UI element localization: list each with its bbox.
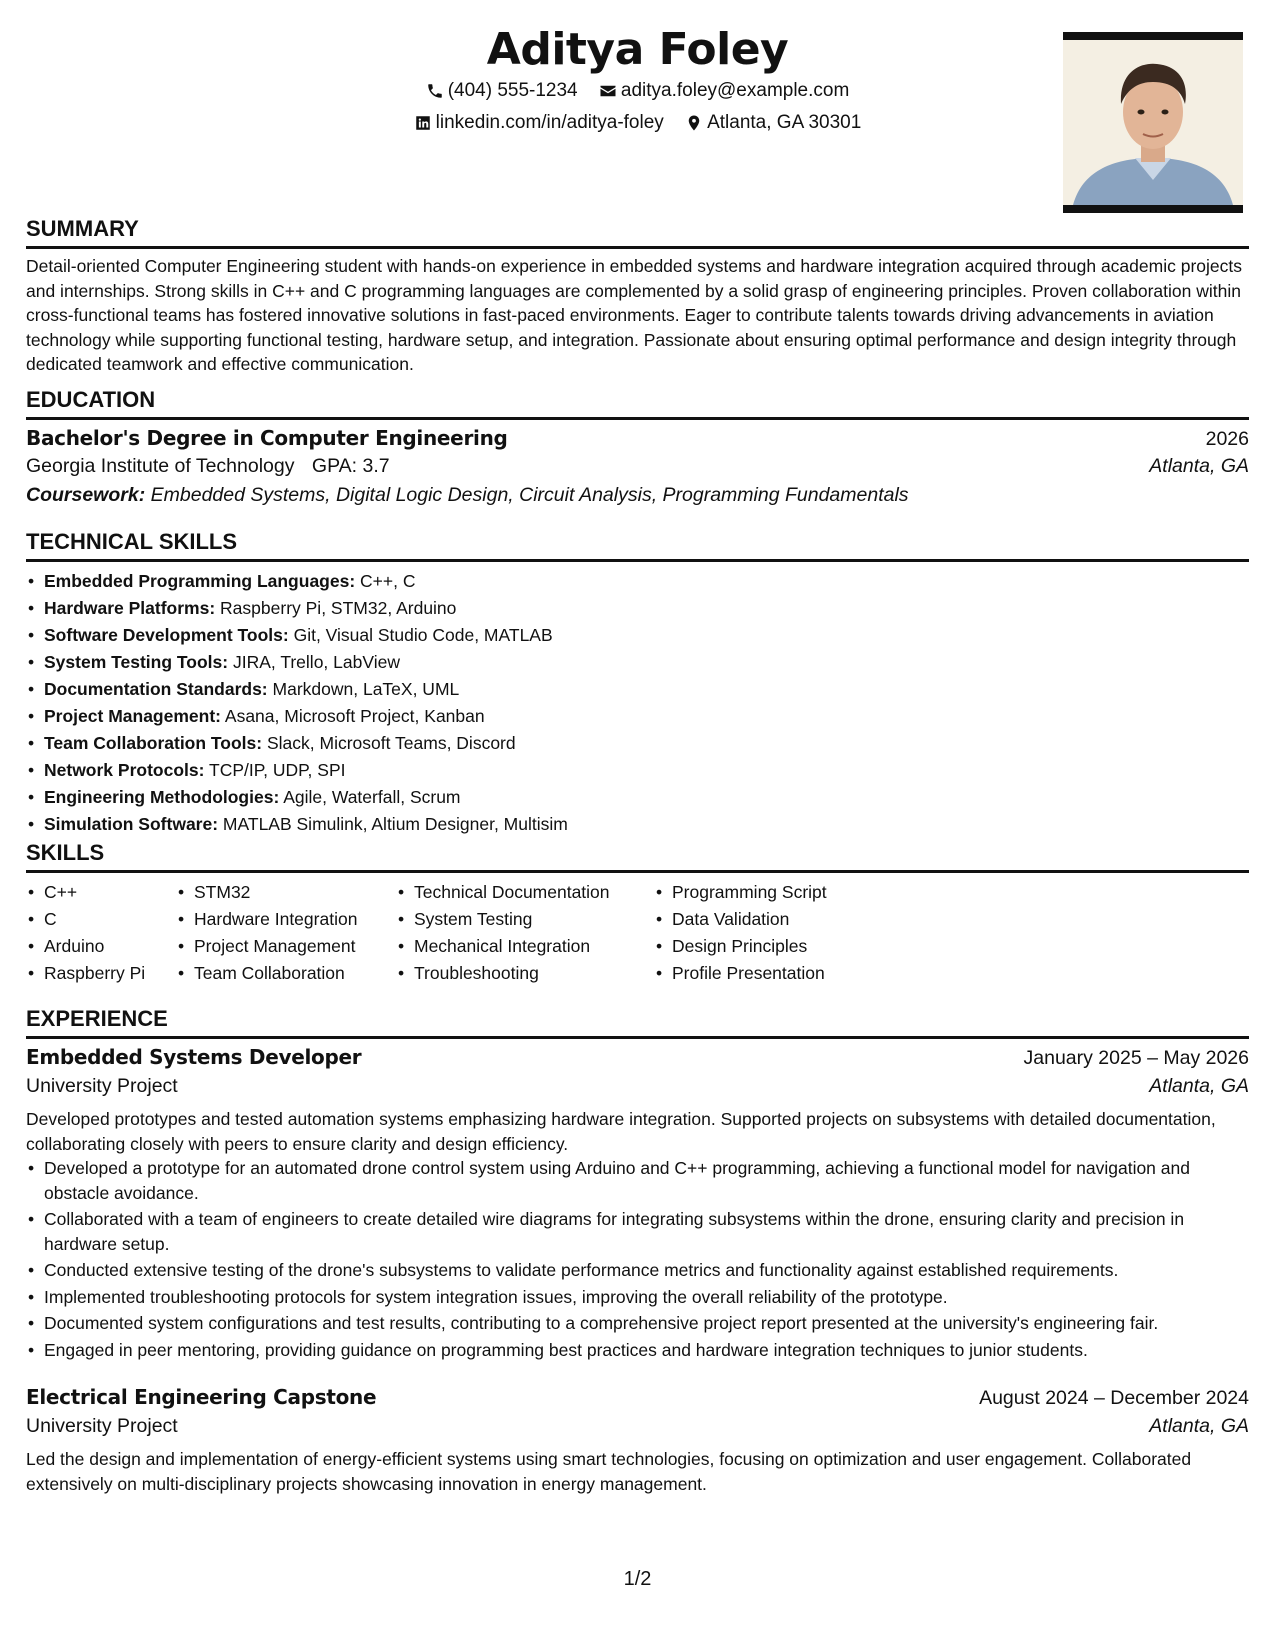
tech-skill-item: • Hardware Platforms: Raspberry Pi, STM32, Arduino [26,595,1249,622]
job-description: Led the design and implementation of energy-efficient systems using smart technologies, focusing on optimization and user engagement. Collaborated extensively on multi-disciplinary projects showcasing innovation in energy management. [26,1449,1192,1494]
candidate-name: Aditya Foley [486,24,789,75]
skill-item: • C++ [26,879,145,906]
skill-item: • Technical Documentation [396,879,610,906]
profile-photo [1063,32,1243,213]
technical-skills-list [26,568,1249,838]
tech-skill-item: • Documentation Standards: Markdown, LaTeX, UML [26,676,1249,703]
contact-location [685,112,861,134]
tech-skill-item: • Simulation Software: MATLAB Simulink, Altium Designer, Multisim [26,811,1249,838]
job-description: Developed prototypes and tested automation systems emphasizing hardware integration. Supported projects on subsystems with detailed documentation, collaborating closely with peers to ensure clarity and design efficiency. [26,1109,1216,1154]
job-org: University Project [26,1415,178,1437]
job-2-subheader [26,1415,1249,1438]
school-location: Atlanta, GA [1149,455,1249,477]
summary-text: Detail-oriented Computer Engineering student with hands-on experience in embedded systems and hardware integration acquired through academic projects and internships. Strong skills in C++ and C programming languages are complemented by a solid grasp of engineering principles. Proven collaboration within cross-functional teams has fostered innovative solutions in fast-paced environments. Eager to contribute talents towards driving advancements in aviation technology while supporting functional testing, hardware setup, and integration. Passionate about ensuring optimal performance and design integrity through dedicated teamwork and effective communication. [26,256,1242,374]
job-1-header [26,1045,1249,1070]
envelope-icon [599,82,617,100]
skill-item: • Programming Script [654,879,827,906]
experience-heading: EXPERIENCE [26,1006,1249,1039]
tech-skill-item: • Team Collaboration Tools: Slack, Microsoft Teams, Discord [26,730,1249,757]
skill-item: • C [26,906,145,933]
job-bullet: • Conducted extensive testing of the drone's subsystems to validate performance metrics and functionality against established requirements. [26,1258,1249,1283]
skills-column-4 [654,879,827,987]
skill-item: • Profile Presentation [654,960,827,987]
job-dates: August 2024 – December 2024 [979,1387,1249,1409]
job-2-header [26,1385,1249,1410]
tech-skill-item: • Software Development Tools: Git, Visual Studio Code, MATLAB [26,622,1249,649]
school-line [26,455,390,478]
job-1-bullets [26,1156,1249,1364]
education-row-1 [26,426,1249,451]
tech-skill-item: • Network Protocols: TCP/IP, UDP, SPI [26,757,1249,784]
skill-item: • Project Management [176,933,357,960]
education-heading: EDUCATION [26,387,1249,420]
education-row-2 [26,455,1249,478]
job-dates: January 2025 – May 2026 [1023,1047,1249,1069]
job-location: Atlanta, GA [1149,1075,1249,1097]
contact-phone[interactable] [426,80,578,102]
linkedin-icon [414,114,432,132]
contact-linkedin[interactable] [414,112,664,134]
job-title: Electrical Engineering Capstone [26,1385,377,1409]
skills-column-1 [26,879,145,987]
job-location: Atlanta, GA [1149,1415,1249,1437]
skill-item: • Troubleshooting [396,960,610,987]
job-bullet: • Engaged in peer mentoring, providing guidance on programming best practices and hardware integration techniques to junior students. [26,1338,1249,1363]
job-bullet: • Collaborated with a team of engineers to create detailed wire diagrams for integrating subsystems within the drone, ensuring clarity and precision in hardware setup. [26,1207,1249,1256]
job-org: University Project [26,1075,178,1097]
skill-item: • Team Collaboration [176,960,357,987]
portrait-image [1063,40,1243,205]
skill-item: • STM32 [176,879,357,906]
coursework-label: Coursework: [26,484,146,506]
job-bullet: • Documented system configurations and test results, contributing to a comprehensive project report presented at the university's engineering fair. [26,1311,1249,1336]
tech-skill-item: • Project Management: Asana, Microsoft Project, Kanban [26,703,1249,730]
coursework-line [26,484,909,507]
map-pin-icon [685,114,703,132]
coursework-row [26,484,1249,507]
skill-item: • Mechanical Integration [396,933,610,960]
tech-skill-item: • Engineering Methodologies: Agile, Waterfall, Scrum [26,784,1249,811]
contact-email[interactable] [599,80,849,102]
job-1-subheader [26,1075,1249,1098]
tech-skill-item: • System Testing Tools: JIRA, Trello, LabView [26,649,1249,676]
skill-item: • Data Validation [654,906,827,933]
tech-skill-item: • Embedded Programming Languages: C++, C [26,568,1249,595]
skills-heading: SKILLS [26,840,1249,873]
school-name: Georgia Institute of Technology [26,455,295,477]
skills-column-2 [176,879,357,987]
phone-text: (404) 555-1234 [447,80,578,101]
coursework-list: Embedded Systems, Digital Logic Design, Circuit Analysis, Programming Fundamentals [150,484,909,506]
skill-item: • Arduino [26,933,145,960]
phone-icon [426,82,444,100]
technical-skills-heading: TECHNICAL SKILLS [26,529,1249,562]
job-bullet: • Implemented troubleshooting protocols for system integration issues, improving the overall reliability of the prototype. [26,1285,1249,1310]
page-number: 1/2 [623,1568,652,1590]
gpa: GPA: 3.7 [311,455,390,477]
location-text: Atlanta, GA 30301 [707,112,862,133]
skill-item: • Raspberry Pi [26,960,145,987]
degree-title: Bachelor's Degree in Computer Engineering [26,426,508,450]
skill-item: • System Testing [396,906,610,933]
skill-item: • Hardware Integration [176,906,357,933]
job-title: Embedded Systems Developer [26,1045,362,1069]
summary-heading: SUMMARY [26,216,1249,249]
job-bullet: • Developed a prototype for an automated drone control system using Arduino and C++ programming, achieving a functional model for navigation and obstacle avoidance. [26,1156,1249,1205]
linkedin-text: linkedin.com/in/aditya-foley [435,112,664,133]
graduation-year: 2026 [1205,428,1249,450]
skills-column-3 [396,879,610,987]
skill-item: • Design Principles [654,933,827,960]
email-text: aditya.foley@example.com [620,80,850,101]
